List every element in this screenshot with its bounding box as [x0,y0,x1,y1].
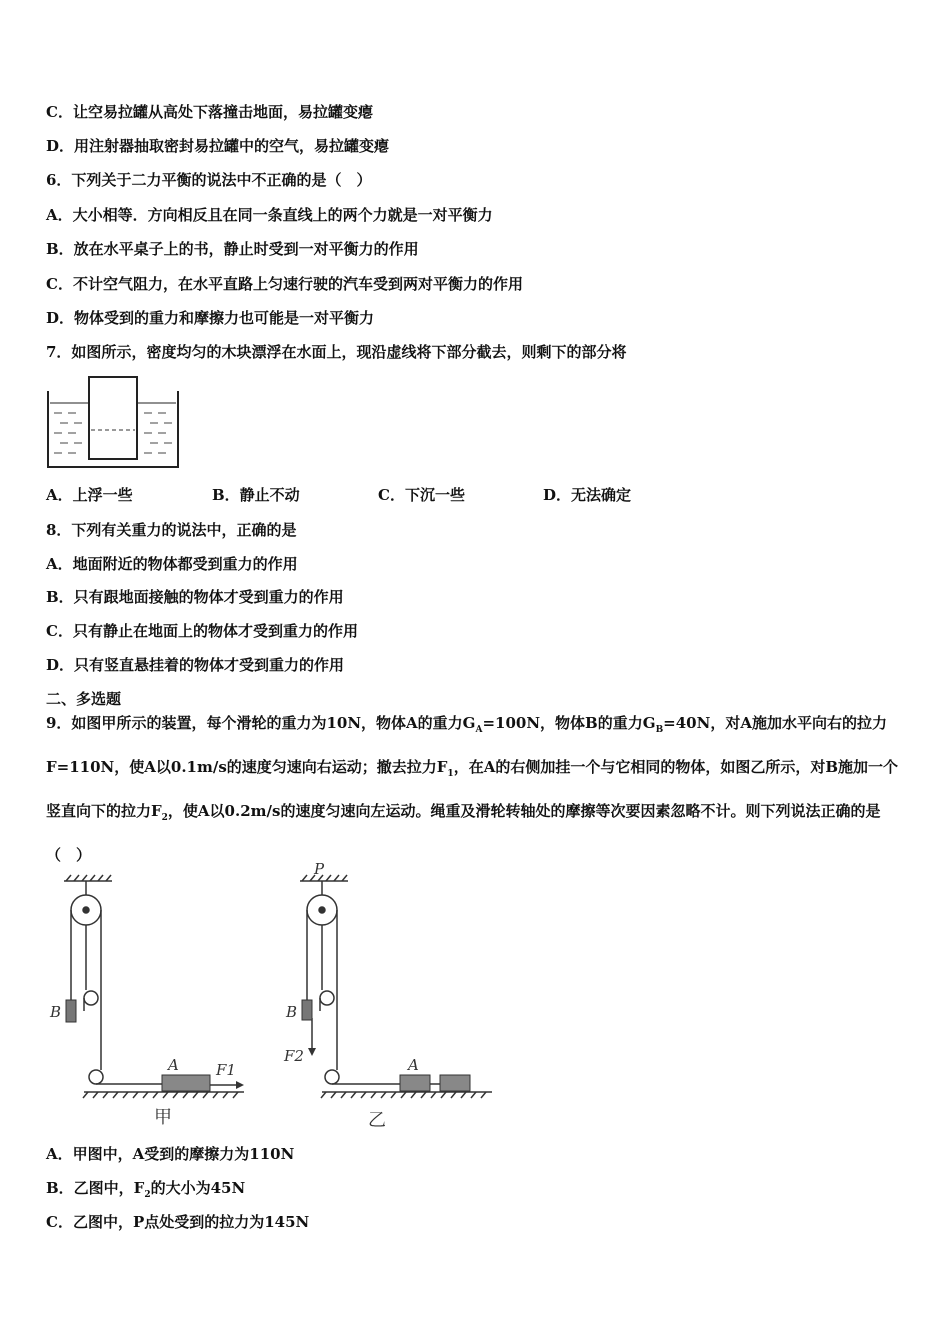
q9-yi-label-a: A [408,1056,419,1074]
q7-figure [44,373,184,471]
q9-stem: 9．如图甲所示的装置，每个滑轮的重力为10N，物体A的重力$G_A=100N$，物体B的重力$G_B=40N$，对A施加水平向右的拉力F=110N，使A以0.1m/s的速度匀速向右运动；撤去拉力$F_1$，在A的右侧加挂一个与它相同的物体，如图乙所示，对B施加一个竖直向下的拉力$F_2$，使A以0.2m/s的速度匀速向左运动。绳重及滑轮转轴处的摩擦等次要因素忽略不计。则下列说法正确的是（ ） [46,714,899,864]
q9-jia-label-b: B [50,1003,62,1021]
q9-yi-label-f2: F2 [284,1047,304,1065]
q9-yi-label-p: P [314,860,325,878]
q7-option-a: A．上浮一些 [46,486,133,504]
q6-stem: 6．下列关于二力平衡的说法中不正确的是（ ） [46,171,372,189]
q5-option-d: D．用注射器抽取密封易拉罐中的空气，易拉罐变瘪 [46,137,390,155]
q6-option-b: B．放在水平桌子上的书，静止时受到一对平衡力的作用 [46,240,419,258]
q8-option-d: D．只有竖直悬挂着的物体才受到重力的作用 [46,656,345,674]
q6-option-d: D．物体受到的重力和摩擦力也可能是一对平衡力 [46,309,375,327]
q5-option-c: C．让空易拉罐从高处下落撞击地面，易拉罐变瘪 [46,103,373,121]
q7-stem: 7．如图所示，密度均匀的木块漂浮在水面上，现沿虚线将下部分截去，则剩下的部分将 [46,343,627,361]
q9-jia-label-a: A [168,1056,179,1074]
q9-option-b: B．乙图中，$F_2$的大小为45N [46,1179,246,1200]
q6-option-c: C．不计空气阻力，在水平直路上匀速行驶的汽车受到两对平衡力的作用 [46,275,523,293]
section-title: 二、多选题 [46,690,122,708]
q8-option-b: B．只有跟地面接触的物体才受到重力的作用 [46,588,344,606]
q9-jia-caption: 甲 [154,1107,172,1128]
q7-option-b: B．静止不动 [212,486,300,504]
q9-option-c: C．乙图中，P点处受到的拉力为145N [46,1213,310,1231]
q8-option-a: A．地面附近的物体都受到重力的作用 [46,555,298,573]
q9-jia-label-f1: F1 [216,1061,236,1079]
q9-option-a: A．甲图中，A受到的摩擦力为110N [46,1145,295,1163]
q8-option-c: C．只有静止在地面上的物体才受到重力的作用 [46,622,358,640]
q9-yi-label-b: B [286,1003,298,1021]
q9-yi-caption: 乙 [368,1110,386,1131]
q8-stem: 8．下列有关重力的说法中，正确的是 [46,521,297,539]
q9-figure-jia [44,865,274,1135]
q6-option-a: A．大小相等．方向相反且在同一条直线上的两个力就是一对平衡力 [46,206,493,224]
q7-option-c: C．下沉一些 [378,486,465,504]
q9-figure-yi [278,858,498,1138]
q7-option-d: D．无法确定 [543,486,632,504]
